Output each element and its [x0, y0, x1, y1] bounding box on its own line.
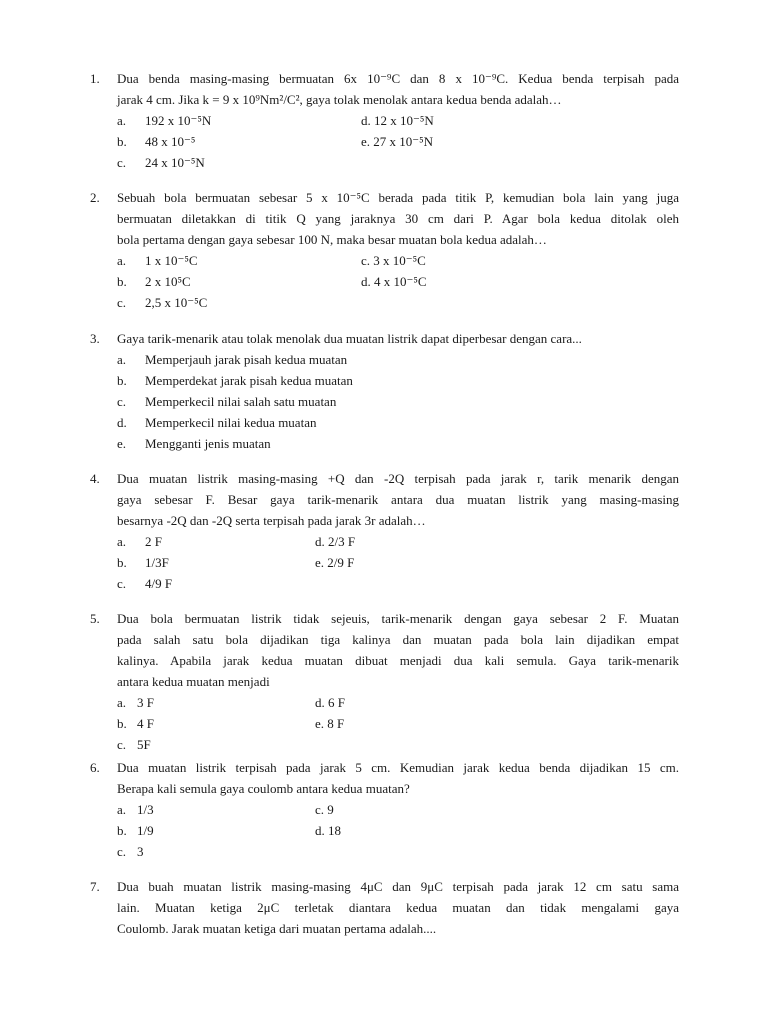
question-text	[117, 187, 679, 250]
option-c: c. 5F	[117, 737, 151, 752]
question-line: Coulomb. Jarak muatan ketiga dari muatan pertama adalah....	[117, 921, 437, 936]
option-c2: c. 3 x 10⁻⁵C	[361, 253, 426, 268]
question-number: 2.	[90, 190, 100, 205]
option-b: b. Memperdekat jarak pisah kedua muatan	[117, 373, 353, 388]
question-line: gaya sebesar F. Besar gaya tarik-menarik antara dua muatan listrik yang masing-masing	[117, 492, 679, 507]
option-a: a. 3 F	[117, 695, 154, 710]
question-line: Berapa kali semula gaya coulomb antara kedua muatan?	[117, 781, 410, 796]
option-d: d. 6 F	[315, 695, 345, 710]
option-c: c. Memperkecil nilai salah satu muatan	[117, 394, 337, 409]
option-d: d. 4 x 10⁻⁵C	[361, 274, 427, 289]
option-c2: c. 9	[315, 802, 334, 817]
option-c: c. 24 x 10⁻⁵N	[117, 155, 205, 170]
option-a: a. 2 F	[117, 534, 162, 549]
question-text	[117, 757, 679, 799]
option-b: b. 1/9	[117, 823, 154, 838]
question-line: pada salah satu bola dijadikan tiga kalinya dan muatan pada bola lain dijadikan empat	[117, 632, 679, 647]
option-d: d. 12 x 10⁻⁵N	[361, 113, 434, 128]
question-line: Dua muatan listrik terpisah pada jarak 5 cm. Kemudian jarak kedua benda dijadikan 15 cm.	[117, 760, 679, 775]
question-line: Dua bola bermuatan listrik tidak sejeuis, tarik-menarik dengan gaya sebesar 2 F. Muatan	[117, 611, 679, 626]
question-line: Dua buah muatan listrik masing-masing 4μC dan 9μC terpisah pada jarak 12 cm satu sama	[117, 879, 679, 894]
option-c: c. 2,5 x 10⁻⁵C	[117, 295, 208, 310]
question-line: kalinya. Apabila jarak kedua muatan dibuat menjadi dua kali semula. Gaya tarik-menarik	[117, 653, 679, 668]
question-text	[117, 468, 679, 531]
question-line: bola pertama dengan gaya sebesar 100 N, maka besar muatan bola kedua adalah…	[117, 232, 547, 247]
option-d: d. Memperkecil nilai kedua muatan	[117, 415, 317, 430]
option-e: e. 8 F	[315, 716, 345, 731]
option-d: d. 18	[315, 823, 341, 838]
question-line: Sebuah bola bermuatan sebesar 5 x 10⁻⁵C berada pada titik P, kemudian bola lain yang juga	[117, 190, 679, 205]
question-line: bermuatan diletakkan di titik Q yang jaraknya 30 cm dari P. Agar bola kedua ditolak oleh	[117, 211, 679, 226]
option-a: a. 1/3	[117, 802, 154, 817]
option-b: b. 48 x 10⁻⁵	[117, 134, 196, 149]
question-line: jarak 4 cm. Jika k = 9 x 10⁹Nm²/C², gaya tolak menolak antara kedua benda adalah…	[117, 92, 562, 107]
question-line: besarnya -2Q dan -2Q serta terpisah pada jarak 3r adalah…	[117, 513, 426, 528]
question-line: lain. Muatan ketiga 2μC terletak diantara kedua muatan dan tidak mengalami gaya	[117, 900, 679, 915]
question-line: Gaya tarik-menarik atau tolak menolak dua muatan listrik dapat diperbesar dengan cara...	[117, 331, 582, 346]
option-c: c. 4/9 F	[117, 576, 173, 591]
question-number: 4.	[90, 471, 100, 486]
option-b: b. 2 x 10⁵C	[117, 274, 191, 289]
question-text	[117, 608, 679, 692]
question-line: antara kedua muatan menjadi	[117, 674, 270, 689]
question-number: 1.	[90, 71, 100, 86]
question-line: Dua benda masing-masing bermuatan 6x 10⁻⁹C dan 8 x 10⁻⁹C. Kedua benda terpisah pada	[117, 71, 679, 86]
option-e: e. Mengganti jenis muatan	[117, 436, 271, 451]
option-b: b. 1/3F	[117, 555, 169, 570]
option-d: d. 2/3 F	[315, 534, 356, 549]
question-number: 6.	[90, 760, 100, 775]
question-text	[117, 68, 679, 110]
option-a: a. 192 x 10⁻⁵N	[117, 113, 212, 128]
question-text	[117, 328, 679, 349]
option-a: a. 1 x 10⁻⁵C	[117, 253, 198, 268]
option-b: b. 4 F	[117, 716, 154, 731]
question-text	[117, 876, 679, 939]
question-number: 3.	[90, 331, 100, 346]
question-line: Dua muatan listrik masing-masing +Q dan -2Q terpisah pada jarak r, tarik menarik dengan	[117, 471, 679, 486]
option-e: e. 2/9 F	[315, 555, 355, 570]
question-number: 7.	[90, 879, 100, 894]
option-e: e. 27 x 10⁻⁵N	[361, 134, 434, 149]
question-number: 5.	[90, 611, 100, 626]
option-c: c. 3	[117, 844, 144, 859]
option-a: a. Memperjauh jarak pisah kedua muatan	[117, 352, 348, 367]
